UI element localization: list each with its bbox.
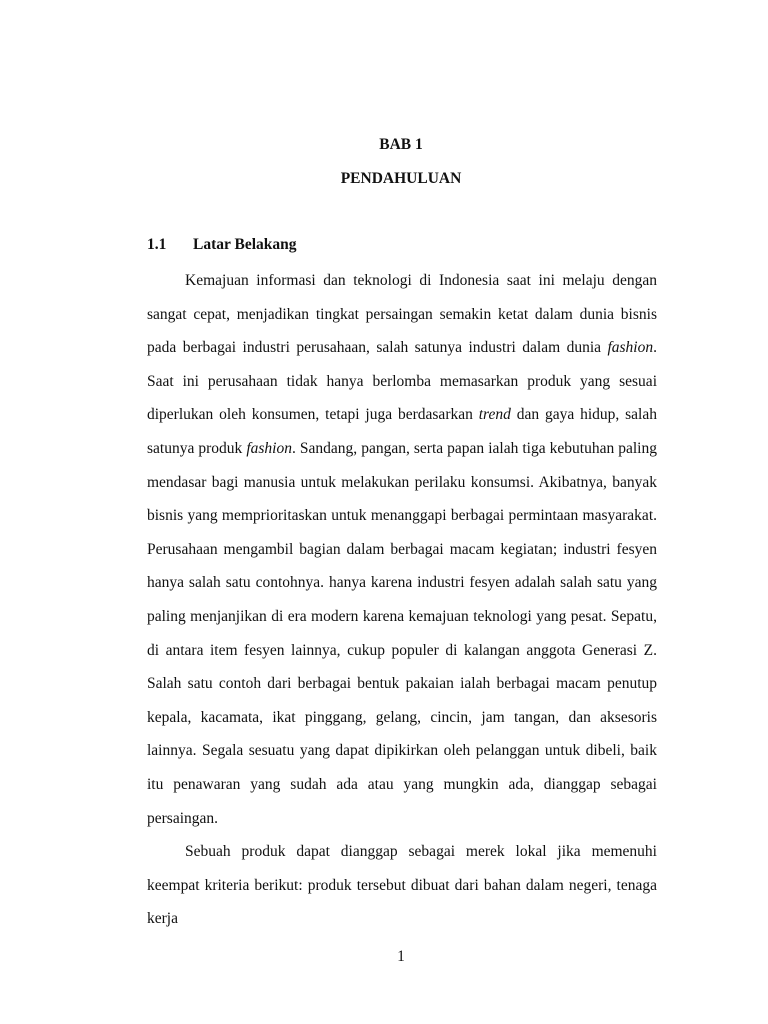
page-number: 1 [397, 948, 405, 965]
paragraph-1-text-d: . Sandang, pangan, serta papan ialah tiga kebutuhan paling mendasar bagi manusia untuk melakukan perilaku konsumsi. Akibatnya, banyak bisnis yang memprioritaskan untuk menanggapi berbagai permintaan masyarakat. Perusahaan mengambil bagian dalam berbagai macam kegiatan; industri fesyen hanya salah satu contohnya. hanya karena industri fesyen adalah salah satu yang paling menjanjikan di era modern karena kemajuan teknologi yang pesat. Sepatu, di antara item fesyen lainnya, cukup populer di kalangan anggota Generasi Z. Salah satu contoh dari berbagai bentuk pakaian ialah berbagai macam penutup kepala, kacamata, ikat pinggang, gelang, cincin, jam tangan, dan aksesoris lainnya. Segala sesuatu yang dapat dipikirkan oleh pelanggan untuk dibeli, baik itu penawaran yang sudah ada atau yang mungkin ada, dianggap sebagai persaingan. [147, 439, 657, 827]
paragraph-1-text-a: Kemajuan informasi dan teknologi di Indonesia saat ini melaju dengan sangat cepat, menjadikan tingkat persaingan semakin ketat dalam dunia bisnis pada berbagai industri perusahaan, salah satunya industri dalam dunia [147, 272, 657, 357]
paragraph-1 [147, 264, 657, 835]
section-heading [147, 236, 297, 254]
italic-term-trend: trend [478, 406, 511, 424]
body-text [147, 264, 657, 936]
italic-term-fashion: fashion [246, 439, 292, 457]
paragraph-2: Sebuah produk dapat dianggap sebagai merek lokal jika memenuhi keempat kriteria berikut: produk tersebut dibuat dari bahan dalam negeri, tenaga kerja [147, 843, 657, 928]
section-number: 1.1 [147, 236, 167, 253]
paragraph-1-text-b: . Saat ini perusahaan tidak hanya berlomba memasarkan produk yang sesuai diperlukan oleh konsumen, tetapi juga berdasarkan [147, 339, 657, 424]
italic-term-fashion: fashion [607, 339, 654, 357]
paragraph-1-text-c: dan gaya hidup, salah satunya produk [147, 406, 657, 457]
section-title: Latar Belakang [193, 236, 297, 253]
chapter-title: PENDAHULUAN [340, 170, 462, 187]
chapter-number: BAB 1 [379, 136, 423, 153]
